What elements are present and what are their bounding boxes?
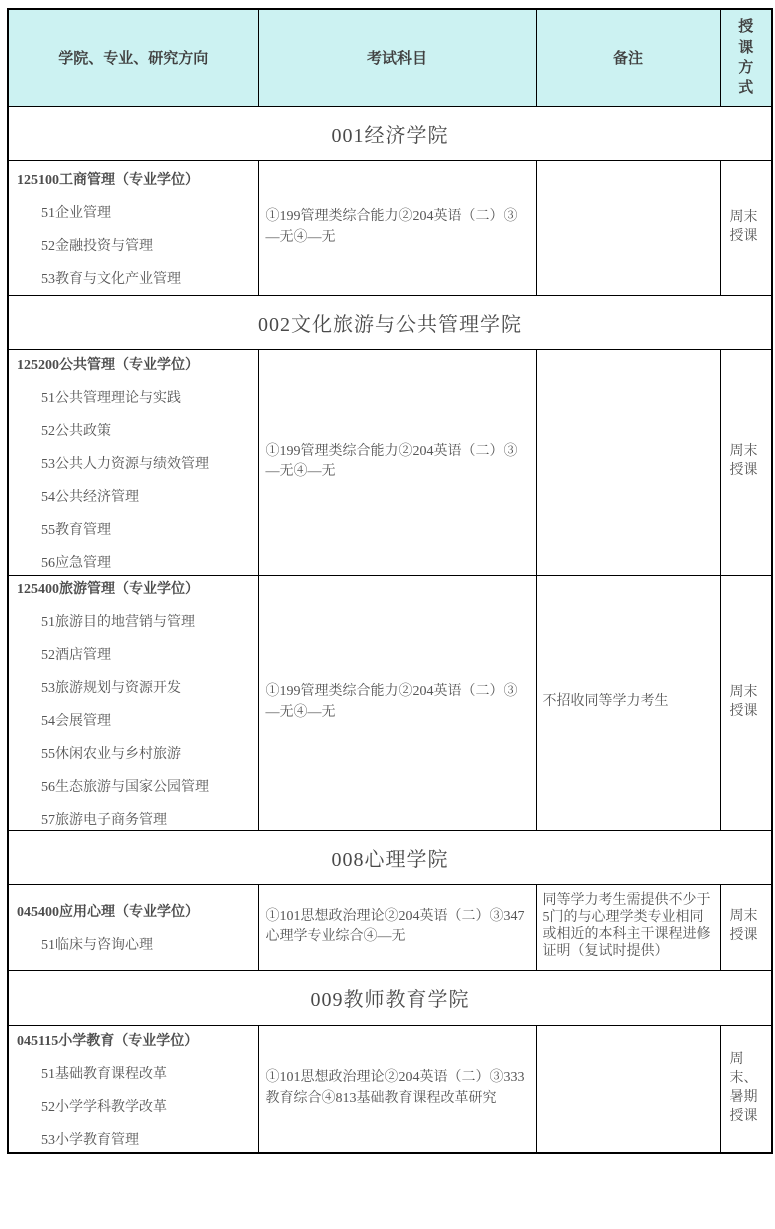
- subjects-cell: [258, 160, 536, 295]
- header-row: [8, 9, 772, 106]
- section-title-001: 001经济学院: [8, 106, 772, 160]
- teaching-mode: 周末、暑期授课: [729, 1051, 758, 1124]
- section-title-002: 002文化旅游与公共管理学院: [8, 295, 772, 349]
- research-direction: 54公共经济管理: [41, 489, 139, 505]
- teaching-mode: 周末授课: [729, 909, 758, 943]
- research-direction: 51基础教育课程改革: [41, 1066, 167, 1082]
- program-cell: [8, 1025, 258, 1153]
- research-direction: 56生态旅游与国家公园管理: [41, 779, 209, 795]
- section-row-002: [8, 295, 772, 349]
- program-cell: [8, 575, 258, 830]
- program-cell: [8, 160, 258, 295]
- teaching-mode: 周末授课: [729, 444, 758, 478]
- research-direction: 52金融投资与管理: [41, 238, 153, 254]
- research-direction: 55休闲农业与乡村旅游: [41, 746, 181, 762]
- mode-cell: [720, 160, 772, 295]
- exam-subjects: ①101思想政治理论②204英语（二）③347心理学专业综合④—无: [265, 908, 525, 944]
- table-row-125100: [8, 160, 772, 295]
- mode-cell: [720, 884, 772, 970]
- note-cell: [536, 1025, 720, 1153]
- mode-cell: [720, 575, 772, 830]
- research-direction: 53小学教育管理: [41, 1132, 139, 1148]
- col-header-subjects-label: 考试科目: [366, 51, 427, 68]
- research-direction: 55教育管理: [41, 522, 111, 538]
- section-row-009: [8, 970, 772, 1025]
- exam-subjects: ①199管理类综合能力②204英语（二）③—无④—无: [265, 443, 518, 479]
- research-direction: 52公共政策: [41, 423, 111, 439]
- col-header-mode: [720, 9, 772, 106]
- section-row-001: [8, 106, 772, 160]
- research-direction: 52酒店管理: [41, 647, 111, 663]
- note-cell: [536, 160, 720, 295]
- section-title-009: 009教师教育学院: [8, 970, 772, 1025]
- research-direction: 54会展管理: [41, 713, 111, 729]
- col-header-note-label: 备注: [612, 51, 643, 68]
- subjects-cell: [258, 349, 536, 575]
- program-code: 125200公共管理（专业学位）: [17, 357, 199, 373]
- research-direction: 53旅游规划与资源开发: [41, 680, 181, 696]
- program-code: 045115小学教育（专业学位）: [17, 1033, 199, 1049]
- section-title-008: 008心理学院: [8, 830, 772, 884]
- note-text: 不招收同等学力考生: [542, 694, 669, 710]
- col-header-mode-label: 授课方式: [738, 19, 754, 96]
- teaching-mode: 周末授课: [729, 684, 758, 719]
- mode-cell: [720, 349, 772, 575]
- table-row-125400: [8, 575, 772, 830]
- table-row-125200: [8, 349, 772, 575]
- col-header-subjects: [258, 9, 536, 106]
- table-row-045400: [8, 884, 772, 970]
- program-code: 045400应用心理（专业学位）: [17, 905, 199, 920]
- program-code: 125400旅游管理（专业学位）: [17, 581, 199, 597]
- subjects-cell: [258, 1025, 536, 1153]
- research-direction: 52小学学科教学改革: [41, 1099, 167, 1115]
- page: [0, 8, 775, 1229]
- mode-cell: [720, 1025, 772, 1153]
- note-cell: [536, 884, 720, 970]
- col-header-note: [536, 9, 720, 106]
- table-row-045115: [8, 1025, 772, 1153]
- col-header-college-label: 学院、专业、研究方向: [58, 51, 209, 68]
- exam-subjects: ①199管理类综合能力②204英语（二）③—无④—无: [265, 209, 518, 245]
- note-cell: [536, 575, 720, 830]
- subjects-cell: [258, 884, 536, 970]
- program-cell: [8, 884, 258, 970]
- program-code: 125100工商管理（专业学位）: [17, 172, 199, 188]
- admissions-table: [7, 8, 773, 1154]
- exam-subjects: ①101思想政治理论②204英语（二）③333教育综合④813基础教育课程改革研究: [265, 1070, 525, 1106]
- exam-subjects: ①199管理类综合能力②204英语（二）③—无④—无: [265, 684, 518, 720]
- note-cell: [536, 349, 720, 575]
- col-header-college: [8, 9, 258, 106]
- program-cell: [8, 349, 258, 575]
- research-direction: 51临床与咨询心理: [41, 938, 153, 953]
- research-direction: 53公共人力资源与绩效管理: [41, 456, 209, 472]
- research-direction: 53教育与文化产业管理: [41, 271, 181, 287]
- teaching-mode: 周末授课: [729, 209, 758, 244]
- research-direction: 51公共管理理论与实践: [41, 390, 181, 406]
- note-text: 同等学力考生需提供不少于5门的与心理学类专业相同或相近的本科主干课程进修证明（复试时提供）: [542, 893, 711, 959]
- subjects-cell: [258, 575, 536, 830]
- research-direction: 51企业管理: [41, 205, 111, 221]
- research-direction: 57旅游电子商务管理: [41, 812, 167, 828]
- research-direction: 51旅游目的地营销与管理: [41, 614, 195, 630]
- research-direction: 56应急管理: [41, 555, 111, 571]
- section-row-008: [8, 830, 772, 884]
